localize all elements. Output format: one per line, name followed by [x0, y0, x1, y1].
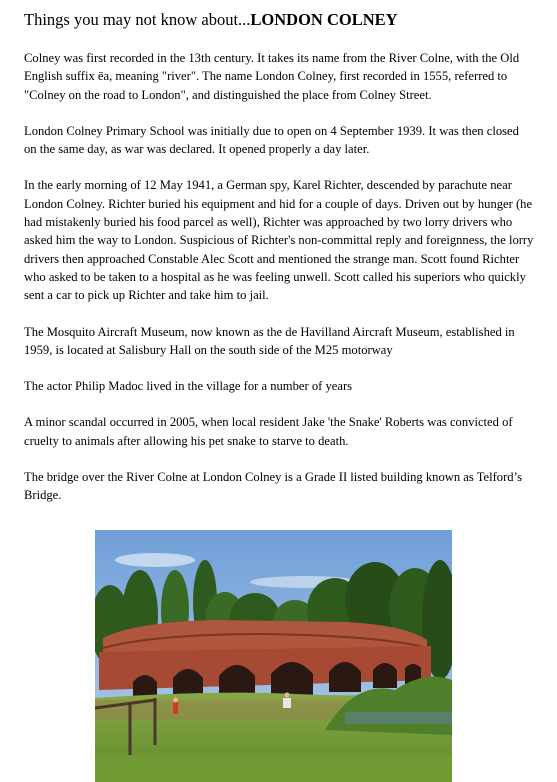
page-title — [24, 10, 534, 30]
river — [345, 712, 452, 724]
article — [24, 10, 534, 523]
paragraph-origin: Colney was first recorded in the 13th century. It takes its name from the River Colne, with the Old English suffix ēa, meaning "river". The name London Colney, first recorded in 1555, referred to "Colney on the road to London", and distinguished the place from Colney Street. — [24, 51, 520, 102]
telfords-bridge-photo — [95, 530, 452, 782]
paragraph-scandal: A minor scandal occurred in 2005, when local resident Jake 'the Snake' Roberts was convicted of cruelty to animals after allowing his pet snake to starve to death. — [24, 415, 513, 448]
paragraph-school: London Colney Primary School was initially due to open on 4 September 1939. It was then closed on the same day, as war was declared. It opened properly a day later. — [24, 123, 519, 157]
paragraph-bridge: The bridge over the River Colne at London Colney is a Grade II listed building known as Telford’s Bridge. — [24, 470, 522, 503]
paragraph-spy: In the early morning of 12 May 1941, a German spy, Karel Richter, descended by parachute near London Colney. Richter buried his equipment and hid for a couple of days. Driven out by hunger (he had mistakenly buried his food parcel as well), Richter was approached by two lorry drivers who asked him the way to London. Suspicious of Richter's non-committal reply and foreignness, the lorry drivers then approached Constable Alec Scott and mentioned the strange man. Scott found Richter who asked to be taken to a hospital as he was feeling unwell. Scott called his superiors who quickly sent a car to pick up Richter and take him to jail. — [24, 178, 534, 303]
title-prefix: Things you may not know about... — [24, 10, 251, 29]
paragraph-museum: The Mosquito Aircraft Museum, now known as the de Havilland Aircraft Museum, established in 1959, is located at Salisbury Hall on the south side of the M25 motorway — [24, 324, 515, 357]
paragraph-actor: The actor Philip Madoc lived in the village for a number of years — [24, 379, 353, 394]
title-place-name: LONDON COLNEY — [250, 10, 398, 29]
